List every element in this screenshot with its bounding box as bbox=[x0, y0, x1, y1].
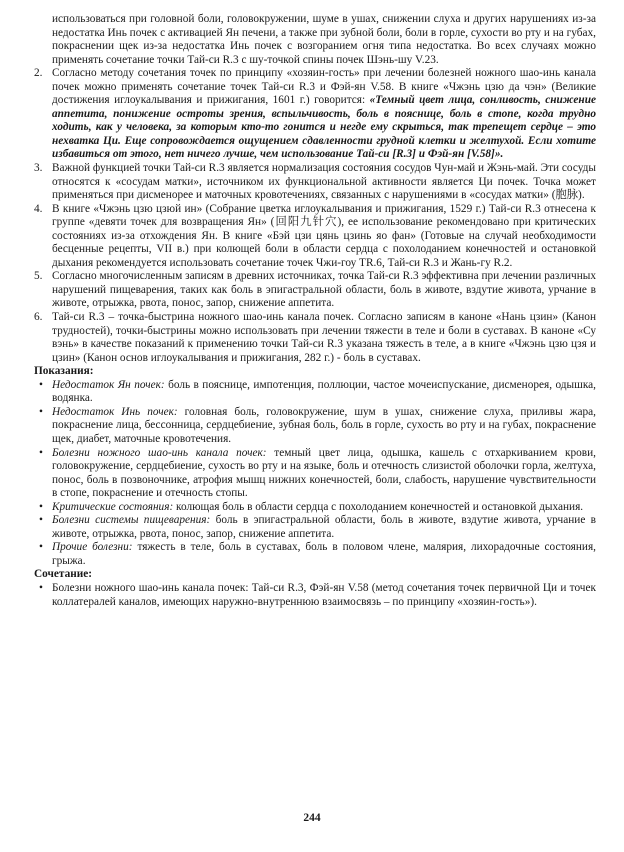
indication-term: Критические состояния: bbox=[52, 500, 174, 513]
combination-heading: Сочетание: bbox=[34, 568, 93, 581]
item-quote: «Темный цвет лица, сонливость, снижение аппетита, понижение остроты зрения, вспыльчивость, боль в пояснице, боль в стопе, когда трудно ходить, как у человека, за которым кто-то гонится и негде ему скрыться, так трепещет сердце – это нехватка Ци. Еще сопровождается ощущением сдавленности грудной клетки и желтухой. Если хотите избавиться от этого, нет ничего лучше, чем использование Тай-си [R.3] и Фэй-ян [V.58]». bbox=[52, 94, 597, 161]
list-item bbox=[34, 203, 596, 271]
list-item bbox=[34, 582, 596, 609]
indications-list bbox=[34, 379, 596, 569]
numbered-list bbox=[34, 67, 596, 365]
item-number: 2. bbox=[34, 67, 43, 80]
item-number: 3. bbox=[34, 162, 43, 175]
list-item bbox=[34, 541, 596, 568]
list-item bbox=[34, 67, 596, 162]
intro-paragraph: использоваться при головной боли, головокружении, шуме в ушах, снижении слуха и других нарушениях из-за недостатка Инь почек с активацией Ян печени, а также при зубной боли, боли в горле, сухости во рту и на губах, покраснении щек из-за недостатка Инь почек с возгоранием огня типа недостатка. Во всех случаях можно применять сочетание точки Тай-си R.3 с шу-точкой спины почек Шэнь-шу V.23. bbox=[52, 13, 596, 66]
list-item bbox=[34, 447, 596, 501]
indication-term: Болезни ножного шао-инь канала почек: bbox=[52, 446, 267, 459]
item-text: В книге «Чжэнь цзю цзюй ин» (Собрание цветка иглоукалывания и прижигания, 1529 г.) Тай-си R.3 отнесена к группе «девяти точек для возвращения Ян» (回阳九针穴), ее использование рекомендовано при критических состояниях из-за отхождения Ян. В книге «Бэй цзи цянь цзинь яо фан» (Готовые на случай необходимости бесценные рецепты, VII в.) при колющей боли в области сердца с похолоданием конечностей и остановкой дыхания рекомендуется использовать сочетание точек Чжи-гоу TR.6, Тай-си R.3 и Жань-гу R.2. bbox=[52, 202, 596, 269]
bullet-icon: • bbox=[39, 500, 43, 513]
bullet-icon: • bbox=[39, 446, 43, 459]
item-number: 6. bbox=[34, 311, 43, 324]
bullet-icon: • bbox=[39, 405, 43, 418]
item-text: Согласно методу сочетания точек по принципу «хозяин-гость» при лечении болезней ножного шао-инь канала почек можно применять сочетание точек Тай-си R.3 и Фэй-ян V.58. В книге «Чжэнь цзю да чэн» (Великие достижения иглоукалывания и прижигания, 1601 г.) говорится: bbox=[52, 67, 596, 107]
item-number: 4. bbox=[34, 202, 43, 215]
list-item bbox=[34, 406, 596, 447]
indication-text: темный цвет лица, одышка, кашель с отхаркиванием крови, головокружение, сердцебиение, сухость во рту и на языке, боль и отечность слизистой оболочки горла, желтуха, понос, боль в позвоночнике, атрофия мышц нижних конечностей, боли, слабость, нарушение чувствительности в стопе, покраснение и отечность стопы. bbox=[52, 446, 596, 500]
indication-term: Прочие болезни: bbox=[52, 541, 133, 554]
indication-text: боль в эпигастральной области, боль в животе, вздутие живота, урчание в животе, отрыжка, рвота, понос, запор, снижение аппетита. bbox=[52, 514, 596, 540]
bullet-icon: • bbox=[39, 581, 43, 594]
bullet-icon: • bbox=[39, 541, 43, 554]
list-item bbox=[34, 379, 596, 406]
combination-text: Болезни ножного шао-инь канала почек: Тай-си R.3, Фэй-ян V.58 (метод сочетания точек первичной Ци и точек коллатералей каналов, имеющих наружно-внутреннюю взаимосвязь – по принципу «хозяин-гость»). bbox=[52, 581, 596, 608]
indication-text: головная боль, головокружение, шум в ушах, снижение слуха, приливы жара, покраснение лица, бессонница, сердцебиение, зубная боль, боль в горле, сухость во рту и на губах, покраснение щек, диабет, маточные кровотечения. bbox=[52, 405, 596, 445]
item-text: Согласно многочисленным записям в древних источниках, точка Тай-си R.3 эффективна при лечении различных нарушений пищеварения, таких как боль в эпигастральной области, боль в животе, вздутие живота, урчание в животе, отрыжка, рвота, понос, запор, снижение аппетита. bbox=[52, 270, 596, 310]
indication-text: колющая боль в области сердца с похолоданием конечностей и остановкой дыхания. bbox=[173, 500, 584, 513]
combination-list bbox=[34, 582, 596, 609]
indications-heading: Показания: bbox=[34, 365, 94, 378]
list-item bbox=[34, 514, 596, 541]
item-text: Тай-си R.3 – точка-быстрина ножного шао-инь канала почек. Согласно записям в каноне «Нань цзин» (Канон трудностей), точки-быстрины можно использовать при лечении тяжести в теле и боли в суставах. В каноне «Су вэнь» в качестве показаний к применению точки Тай-си R.3 указана тяжесть в теле, а в книге «Чжэнь цзю цзя и цзин» (Канон основ иглоукалывания и прижигания, 282 г.) - боль в суставах. bbox=[52, 311, 596, 364]
list-item bbox=[34, 501, 596, 515]
bullet-icon: • bbox=[39, 378, 43, 391]
bullet-icon: • bbox=[39, 514, 43, 527]
list-item bbox=[34, 270, 596, 311]
indication-term: Недостаток Инь почек: bbox=[52, 405, 178, 418]
item-number: 5. bbox=[34, 270, 43, 283]
indication-text: тяжесть в теле, боль в суставах, боль в половом члене, малярия, лихорадочные состояния, грыжа. bbox=[52, 541, 596, 567]
indication-term: Болезни системы пищеварения: bbox=[52, 514, 211, 527]
indication-text: боль в пояснице, импотенция, поллюции, частое мочеиспускание, дисменорея, одышка, водянка. bbox=[52, 378, 597, 405]
item-text: Важной функцией точки Тай-си R.3 является нормализация состояния сосудов Чун-май и Жэнь-май. Эти сосуды относятся к «сосудам матки», источником их функциональной активности является Ци почек. Точка может применяться при дисменорее и маточных кровотечениях, связанных с нарушениями в «сосудах матки» (胞脉). bbox=[52, 162, 596, 202]
page-number: 244 bbox=[303, 812, 321, 824]
list-item bbox=[34, 162, 596, 203]
list-item bbox=[34, 311, 596, 365]
indication-term: Недостаток Ян почек: bbox=[52, 378, 165, 391]
